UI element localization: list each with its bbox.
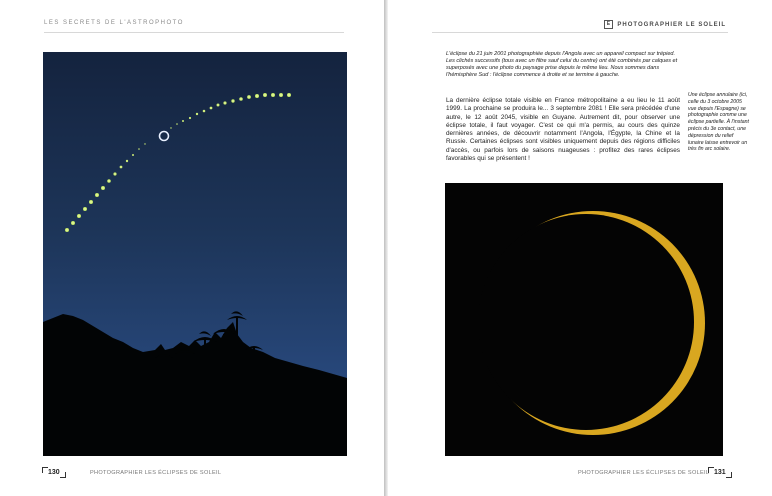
section-badge-icon: E [604, 20, 613, 29]
left-page [0, 0, 384, 496]
page-number-right-text: 131 [708, 467, 732, 478]
body-paragraph: La dernière éclipse totale visible en France métropolitaine a eu lieu le 11 août 1999. La prochaine se produira le... 3 septembre 2081 ! Elle sera précédée d'une autre, le 12 août 2045, visible en Guyane. Autrement dit, pour observer une éclipse totale, il faut voyager. C'est ce qui m'a permis, au cours des quinze dernières années, de découvrir notamment l'Angola, l'Égypte, la Chine et la Russie. Certaines éclipses sont visibles uniquement depuis des régions difficiles d'accès, ou parfois lors de saisons nuageuses : profitez des rares éclipses favorables qui se présentent ! [446, 97, 680, 163]
page-number-left-text: 130 [42, 467, 66, 478]
eclipse-sequence-photo [43, 52, 347, 456]
eclipse-sequence-graphic [43, 52, 347, 456]
annular-eclipse-graphic [445, 183, 723, 456]
annular-eclipse-photo [445, 183, 723, 456]
running-head-rule-right [432, 32, 728, 33]
page-number-right [708, 467, 732, 478]
sun-sequence-dots [65, 93, 291, 232]
running-head-rule-left [44, 32, 344, 33]
running-head-left: LES SECRETS DE L'ASTROPHOTO [44, 20, 184, 26]
page-number-left [42, 467, 66, 478]
running-head-right [604, 20, 726, 29]
photo-caption-top: L'éclipse du 21 juin 2001 photographiée depuis l'Angola avec un appareil compact sur trépied. Les clichés successifs (tous avec un filtre sauf celui du centre) ont été combinés par calques et superposés avec une photo du paysage prise depuis le même lieu. Nous sommes dans l'hémisphère Sud : l'éclipse commence à droite et se termine à gauche. [446, 51, 678, 78]
running-head-right-text: PHOTOGRAPHIER LE SOLEIL [617, 22, 726, 29]
totality-corona [160, 132, 169, 141]
footer-title-left: PHOTOGRAPHIER LES ÉCLIPSES DE SOLEIL [90, 470, 222, 476]
right-page [388, 0, 772, 496]
side-caption: Une éclipse annulaire (ici, celle du 3 octobre 2005 vue depuis l'Espagne) se photographie comme une éclipse partielle. À l'instant précis du 3e contact, une dépression du relief lunaire laisse entrevoir un très fin arc solaire. [688, 92, 749, 153]
moon-disk [478, 214, 694, 430]
landscape-silhouette [43, 314, 347, 456]
footer-title-right: PHOTOGRAPHIER LES ÉCLIPSES DE SOLEIL [578, 470, 710, 476]
